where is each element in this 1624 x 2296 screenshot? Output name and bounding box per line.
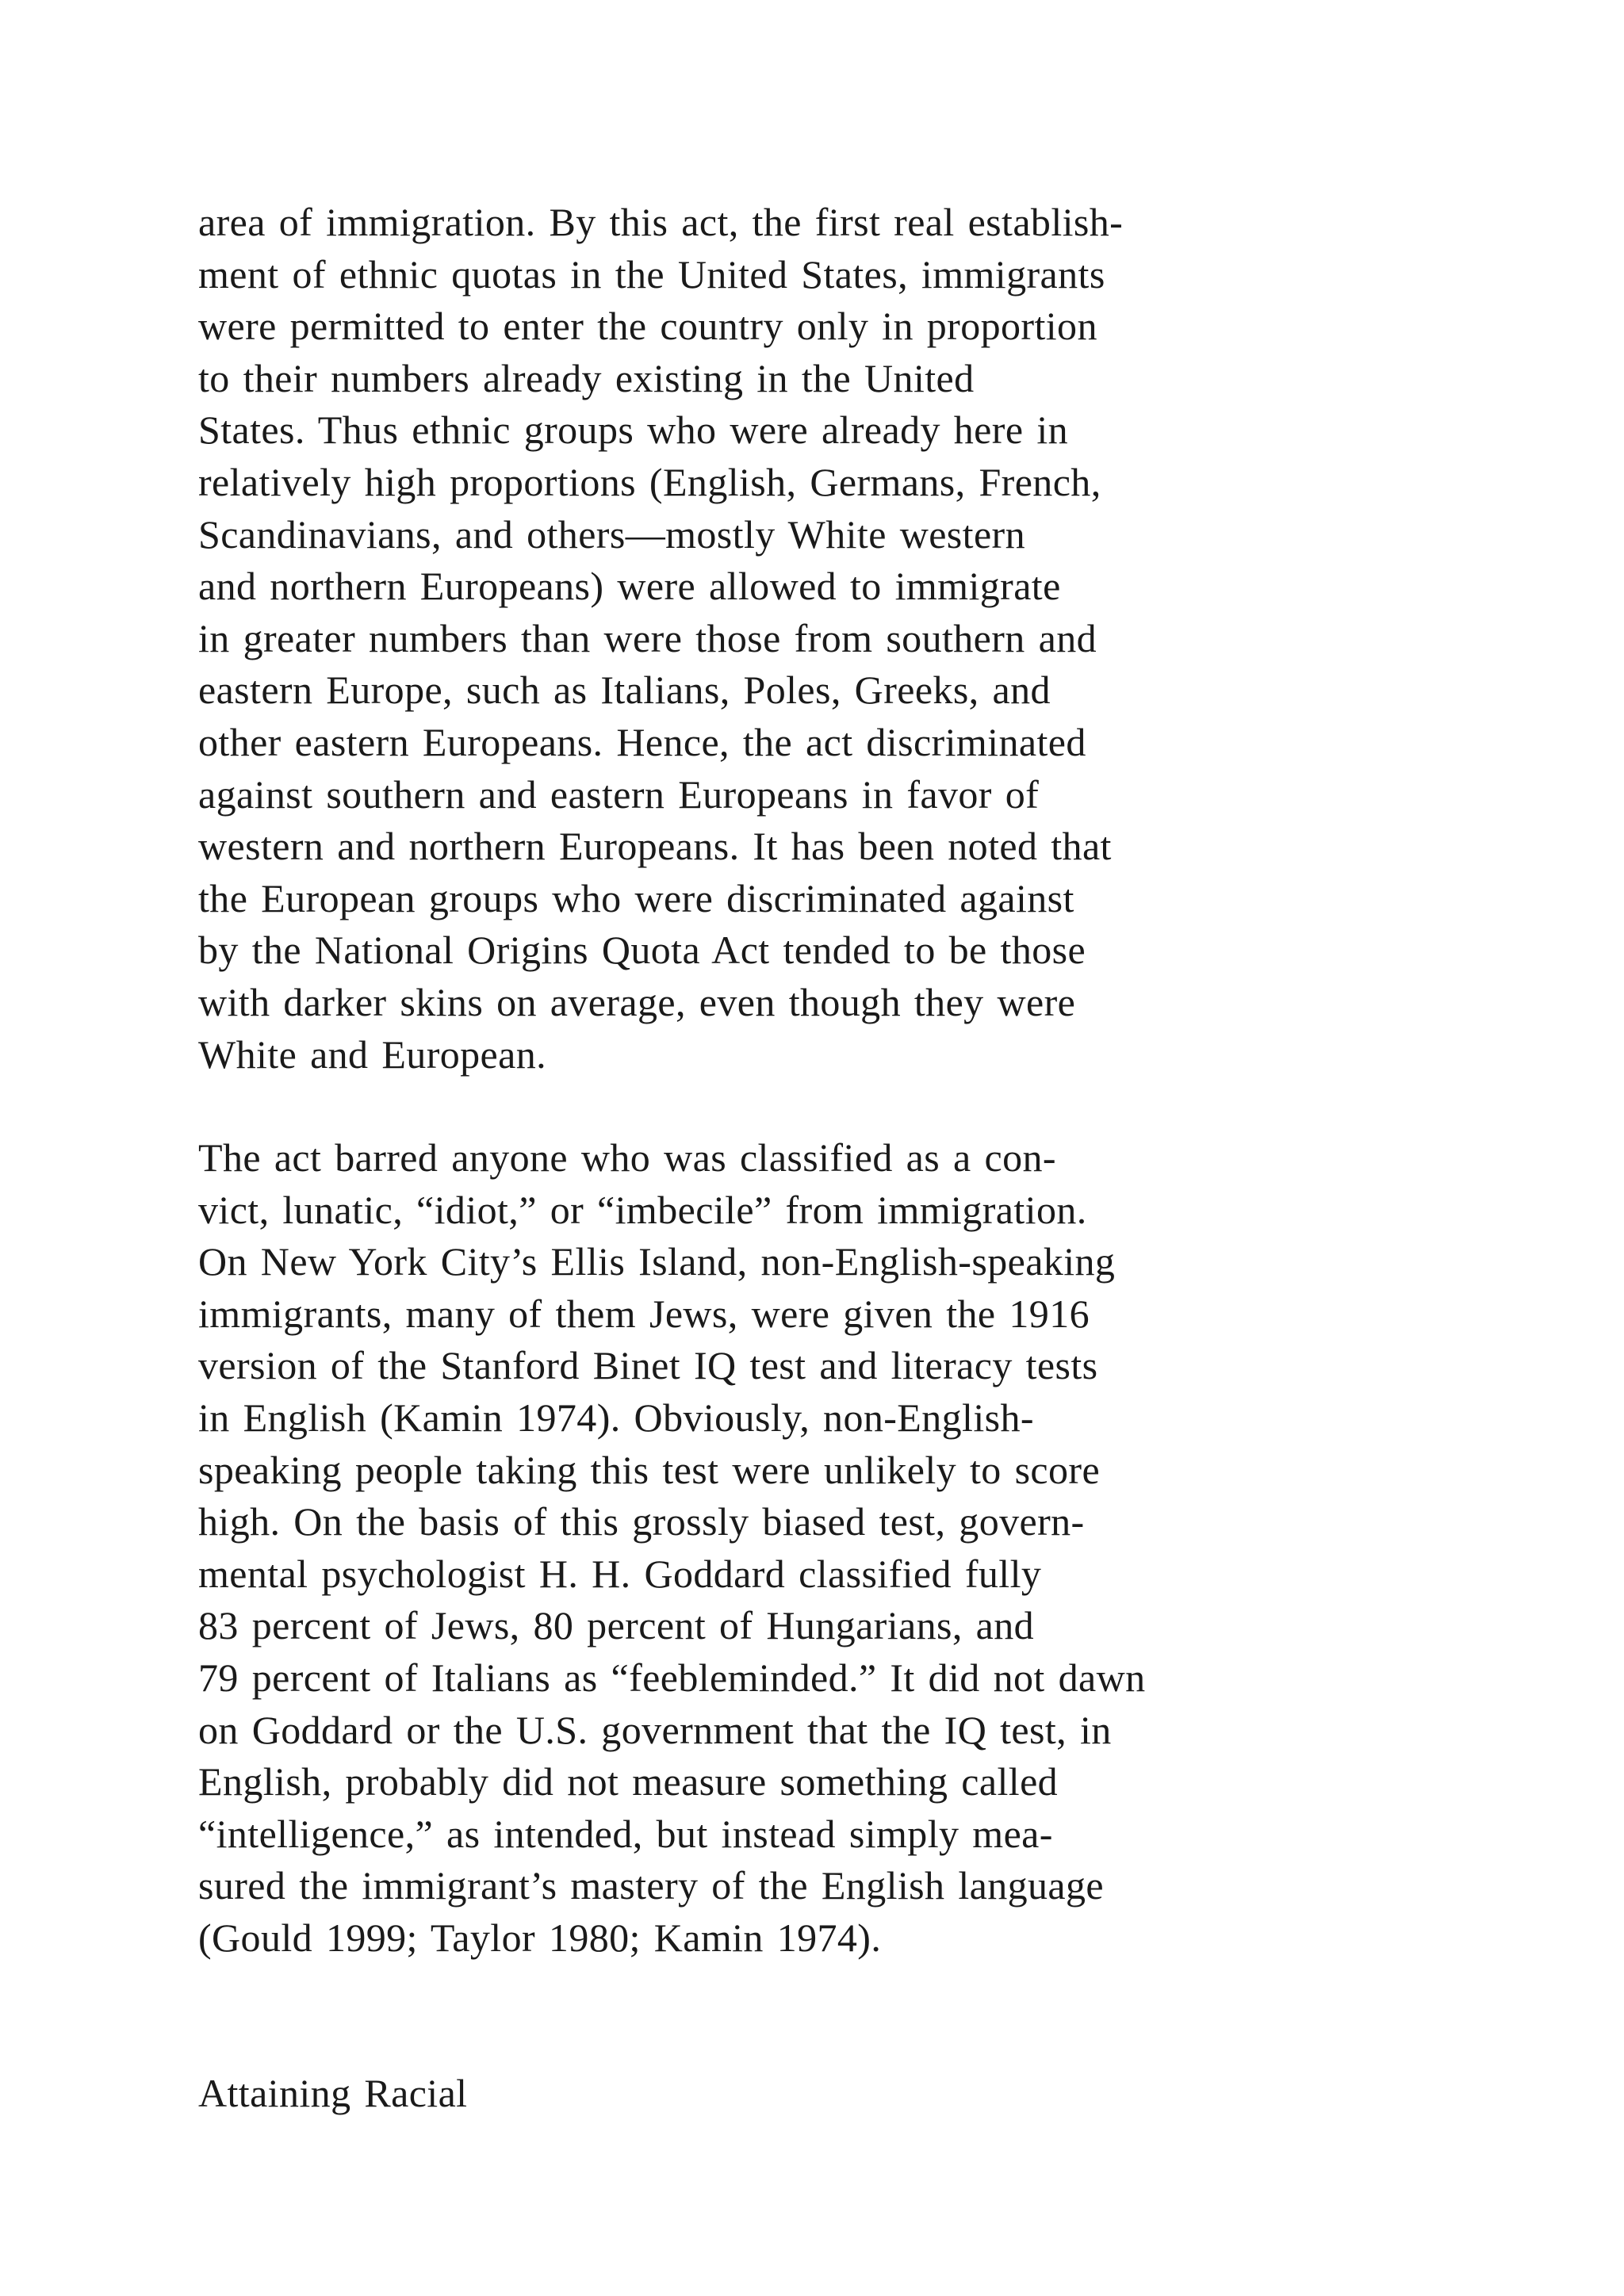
text-line: high. On the basis of this grossly biased test, govern- <box>198 1499 1085 1544</box>
text-line: mental psychologist H. H. Goddard classified fully <box>198 1551 1042 1596</box>
text-line: (Gould 1999; Taylor 1980; Kamin 1974). <box>198 1915 882 1960</box>
text-line: were permitted to enter the country only in proportion <box>198 304 1097 349</box>
text-line: on Goddard or the U.S. government that the IQ test, in <box>198 1707 1112 1752</box>
text-line: The act barred anyone who was classified as a con- <box>198 1135 1056 1180</box>
text-line: area of immigration. By this act, the first real establish- <box>198 200 1124 244</box>
text-line: ment of ethnic quotas in the United States, immigrants <box>198 251 1105 297</box>
text-line: in English (Kamin 1974). Obviously, non-English- <box>198 1395 1034 1440</box>
text-line: White and European. <box>198 1031 547 1077</box>
text-line: On New York City’s Ellis Island, non-English-speaking <box>198 1239 1116 1284</box>
text-line: speaking people taking this test were unlikely to score <box>198 1447 1101 1492</box>
text-line: relatively high proportions (English, Germans, French, <box>198 459 1101 504</box>
text-line: “intelligence,” as intended, but instead simply mea- <box>198 1811 1053 1856</box>
section-heading-attaining-racial <box>198 2068 1562 2120</box>
text-line: Attaining Racial <box>198 2071 468 2115</box>
text-line: version of the Stanford Binet IQ test and literacy tests <box>198 1343 1098 1388</box>
text-line: western and northern Europeans. It has been noted that <box>198 824 1112 869</box>
paragraph-immigration-quotas <box>198 197 1562 1081</box>
text-line: against southern and eastern Europeans in favor of <box>198 771 1040 817</box>
text-line: other eastern Europeans. Hence, the act discriminated <box>198 719 1086 764</box>
text-line: 83 percent of Jews, 80 percent of Hungarians, and <box>198 1603 1035 1648</box>
text-line: with darker skins on average, even though they were <box>198 979 1076 1024</box>
text-line: in greater numbers than were those from southern and <box>198 615 1097 660</box>
text-line: eastern Europe, such as Italians, Poles, Greeks, and <box>198 668 1051 713</box>
text-line: by the National Origins Quota Act tended to be those <box>198 928 1086 973</box>
text-line: sured the immigrant’s mastery of the English language <box>198 1863 1104 1908</box>
text-line: English, probably did not measure something called <box>198 1759 1059 1804</box>
paragraph-iq-testing <box>198 1132 1562 1965</box>
text-line: Scandinavians, and others—mostly White western <box>198 511 1025 557</box>
text-line: the European groups who were discriminated against <box>198 875 1074 920</box>
text-line: States. Thus ethnic groups who were already here in <box>198 408 1069 453</box>
text-line: immigrants, many of them Jews, were given the 1916 <box>198 1291 1090 1336</box>
text-line: 79 percent of Italians as “feebleminded.” It did not dawn <box>198 1655 1146 1700</box>
text-line: and northern Europeans) were allowed to immigrate <box>198 564 1061 609</box>
text-line: to their numbers already existing in the United <box>198 355 975 400</box>
text-line: vict, lunatic, “idiot,” or “imbecile” from immigration. <box>198 1187 1087 1232</box>
